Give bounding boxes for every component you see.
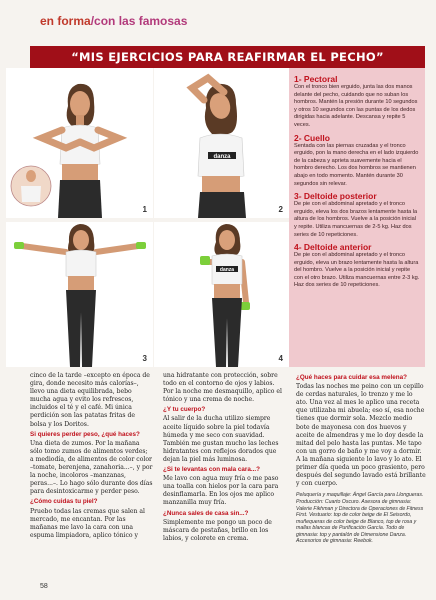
photo-number-3: 3 (142, 354, 147, 363)
woman-neck-stretch-illustration (154, 68, 289, 218)
interview-question: ¿Nunca sales de casa sin...? (163, 509, 249, 517)
subsection-name: con las famosas (94, 14, 188, 28)
body-paragraph: Todas las noches me peino con un cepillo de cerdas naturales, lo trenzo y me lo ato. Una vez al mes le aplico una receta que utilizaba mi abuela; eso sí, esa noche tienes que dormir sola. Mezclo medio bote de mayonesa con dos huevos y aceite de almendras y me lo doy desde la mitad del pelo hasta las puntas. Me tapo con un gorro de baño y me voy a dormir. A la mañana siguiente lo lavo y lo ato. El primer día queda un poco grasiento, pero después del segundo lavado está brillante y con cuerpo. (296, 383, 426, 488)
exercise-photo-3 (6, 222, 153, 367)
body-paragraph: una hidratante con protección, sobre todo en el contorno de ojos y labios. Por la noche me desmaquillo, aplico el tónico y una crema de noche. (163, 372, 282, 404)
exercise-item (294, 242, 420, 290)
exercise-text: De pie con el abdominal apretado y el tronco erguido, eleva los dos brazos lentamente hasta la altura de los hombros. Vuelve a la posición inicial y repite. Utiliza mancuernas de 2-5 kg. Haz dos series de 10 repeticiones. (294, 201, 418, 238)
exercise-title: 4- Deltoide anterior (294, 242, 372, 253)
body-paragraph: cinco de la tarde –excepto en época de gira, donde necesito más calorías–, llevo una dieta equilibrada, bebo mucha agua y evito los refrescos, incluidos el té y el café. Mi única perdición son las patatas fritas de bolsa y los Doritos. (30, 372, 150, 428)
page-number: 58 (40, 583, 48, 590)
exercise-photo-2 (154, 68, 289, 218)
shirt-logo-2: danza (213, 154, 231, 160)
body-paragraph: Pruebo todas las cremas que salen al mercado, me encantan. Por las mañanas me lavo la cara con una espuma limpiadora, aplico tónico y (30, 507, 145, 539)
credits-text: Peluquería y maquillaje: Ángel García para Llongueras. Producción: Cuarto Oscuro. Asesora de gimnasia: Valerie Fikhman y Directora de Operaciones de Fitness First. Vestuario: top de color beige de El Seisordo, muñequeras de color beige de Blanco, top de rosa y mallas blancas de Purificación García. Todo de gimnasia: top y pantalón de Dimensione Danza. Accesorios de gimnasia: Reebok. (296, 492, 424, 545)
exercise-item (294, 74, 420, 130)
section-header (40, 14, 187, 28)
interview-question: ¿Y tu cuerpo? (163, 406, 206, 414)
exercise-item (294, 191, 420, 239)
text-column-1 (30, 372, 153, 541)
exercise-photo-4 (154, 222, 289, 367)
exercise-text: Con el tronco bien erguido, junta las dos manos delante del pecho, cuidando que no suban los hombros. Mantén la presión durante 10 segundos y otros 10 segundos con las puntas de los dedos dirigidas hacia adelante. Descansa y repite 5 veces. (294, 84, 418, 128)
exercise-photo-1 (6, 68, 153, 218)
body-paragraph: Simplemente me pongo un poco de máscara de pestañas, brillo en los labios, y colorete en crema. (163, 518, 272, 542)
woman-posterior-deltoid-illustration (6, 222, 153, 367)
exercise-instructions-panel (289, 68, 425, 367)
body-paragraph: Al salir de la ducha utilizo siempre aceite líquido sobre la piel todavía húmeda y me seco con suavidad. También me gustan mucho las leches hidratantes con reflejos dorados que dejan la piel más luminosa. (163, 415, 279, 463)
section-separator: / (90, 14, 95, 28)
photo-number-2: 2 (278, 205, 283, 214)
exercise-item (294, 133, 420, 189)
text-column-2 (163, 372, 286, 544)
interview-question: Si quieres perder peso, ¿qué haces? (30, 430, 140, 438)
body-paragraph: Una dieta de zumos. Por la mañana sólo tomo zumos de alimentos verdes; a mediodía, de alimentos de color color –tomate, berenjena, zanahoria...–, y por la noche, incoloros –manzanas, peras...–. Lo hago sólo durante dos días para desintoxicarme y perder peso. (30, 439, 153, 496)
interview-question: ¿Cómo cuidas tu piel? (30, 498, 98, 506)
section-name: en forma (40, 14, 91, 28)
woman-anterior-deltoid-illustration (154, 222, 289, 367)
photo-number-1: 1 (142, 205, 147, 214)
exercise-text: Sentada con las piernas cruzadas y el tronco erguido, pon la mano derecha en el lado izquierdo de la cabeza y aprieta suavemente hacia el hombro derecho. Los dos hombros se mantienen abajo en todo momento. Mantén durante 30 segundos sin relevar. (294, 142, 419, 187)
photo-number-4: 4 (278, 354, 283, 363)
exercise-text: De pie con el abdominal apretado y el tronco erguido, eleva un brazo lentamente hasta la altura del hombro. Vuelve a la posición inicial y repite con el otro brazo. Utiliza mancuernas entre 2-3 kg. Haz dos series de 10 repeticiones. (294, 252, 420, 289)
body-paragraph: Me lavo con agua muy fría o me paso una toalla con hielos por la cara para desinflamarla. En los ojos me aplico manzanilla muy fría. (163, 475, 279, 507)
article-banner: “MIS EJERCICIOS PARA REAFIRMAR EL PECHO” (30, 46, 425, 68)
text-column-3 (296, 372, 426, 546)
interview-question: ¿Si te levantas con mala cara...? (163, 466, 260, 474)
interview-question: ¿Qué haces para cuidar esa melena? (296, 374, 407, 381)
exercise-title: 2- Cuello (294, 132, 330, 143)
shirt-logo-4: danza (219, 267, 235, 273)
woman-pectoral-illustration (6, 68, 153, 218)
exercise-title: 1- Pectoral (294, 74, 338, 84)
exercise-title: 3- Deltoide posterior (294, 191, 377, 202)
